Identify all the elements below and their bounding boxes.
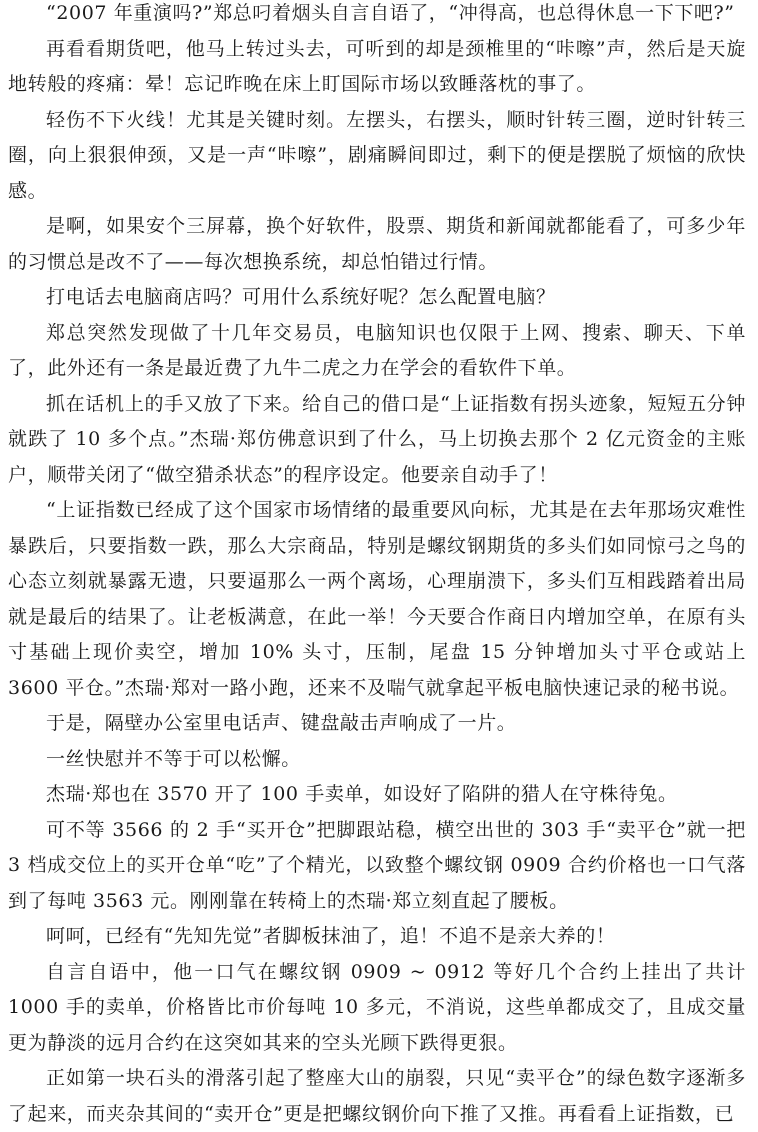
page-body: [8, 0, 746, 1132]
paragraph: 郑总突然发现做了十几年交易员，电脑知识也仅限于上网、搜索、聊天、下单了，此外还有一条是最近费了九牛二虎之力在学会的看软件下单。: [8, 321, 746, 379]
paragraph: 再看看期货吧，他马上转过头去，可听到的却是颈椎里的“咔嚓”声，然后是天旋地转般的疼痛：晕！忘记昨晚在床上盯国际市场以致睡落枕的事了。: [8, 37, 746, 95]
paragraph: 抓在话机上的手又放了下来。给自己的借口是“上证指数有拐头迹象，短短五分钟就跌了 10 多个点。”杰瑞·郑仿佛意识到了什么，马上切换去那个 2 亿元资金的主账户，顺带关闭了“做空猎杀状态”的程序设定。他要亲自动手了！: [8, 392, 746, 486]
paragraph: 杰瑞·郑也在 3570 开了 100 手卖单，如设好了陷阱的猎人在守株待兔。: [46, 783, 678, 805]
paragraph: 呵呵，已经有“先知先觉”者脚板抹油了，追！不追不是亲大养的！: [46, 925, 616, 947]
paragraph: “2007 年重演吗?”郑总叼着烟头自言自语了，“冲得高，也总得休息一下下吧?”: [46, 2, 735, 24]
paragraph: 自言自语中，他一口气在螺纹钢 0909 ~ 0912 等好几个合约上挂出了共计 1000 手的卖单，价格皆比市价每吨 10 多元，不消说，这些单都成交了，且成交量更为静淡的远月合约在这突如其来的空头光顾下跌得更狠。: [8, 960, 746, 1054]
paragraph: 一丝快慰并不等于可以松懈。: [46, 747, 301, 770]
paragraph: 是啊，如果安个三屏幕，换个好软件，股票、期货和新闻就都能看了，可多少年的习惯总是改不了——每次想换系统，却总怕错过行情。: [8, 215, 746, 273]
paragraph: 于是，隔壁办公室里电话声、键盘敲击声响成了一片。: [46, 712, 517, 734]
paragraph: 正如第一块石头的滑落引起了整座大山的崩裂，只见“卖平仓”的绿色数字逐渐多了起来，而夹杂其间的“卖开仓”更是把螺纹钢价向下推了又推。再看看上证指数，已: [8, 1067, 746, 1125]
paragraph: 打电话去电脑商店吗？可用什么系统好呢？怎么配置电脑？: [46, 286, 556, 308]
paragraph: “上证指数已经成了这个国家市场情绪的最重要风向标，尤其是在去年那场灾难性暴跌后，只要指数一跌，那么大宗商品，特别是螺纹钢期货的多头们如同惊弓之鸟的心态立刻就暴露无遗，只要逼那么一两个离场，心理崩溃下，多头们互相践踏着出局就是最后的结果了。让老板满意，在此一举！今天要合作商日内增加空单，在原有头寸基础上现价卖空，增加 10% 头寸，压制，尾盘 15 分钟增加头寸平仓或站上 3600 平仓。”杰瑞·郑对一路小跑，还来不及喘气就拿起平板电脑快速记录的秘书说。: [8, 499, 746, 699]
paragraph: 轻伤不下火线！尤其是关键时刻。左摆头，右摆头，顺时针转三圈，逆时针转三圈，向上狠狠伸颈，又是一声“咔嚓”，剧痛瞬间即过，剩下的便是摆脱了烦恼的欣快感。: [8, 108, 746, 202]
paragraph: 可不等 3566 的 2 手“买开仓”把脚跟站稳，横空出世的 303 手“卖平仓”就一把 3 档成交位上的买开仓单“吃”了个精光，以致整个螺纹钢 0909 合约价格也一口气落到了每吨 3563 元。刚刚靠在转椅上的杰瑞·郑立刻直起了腰板。: [8, 818, 746, 912]
